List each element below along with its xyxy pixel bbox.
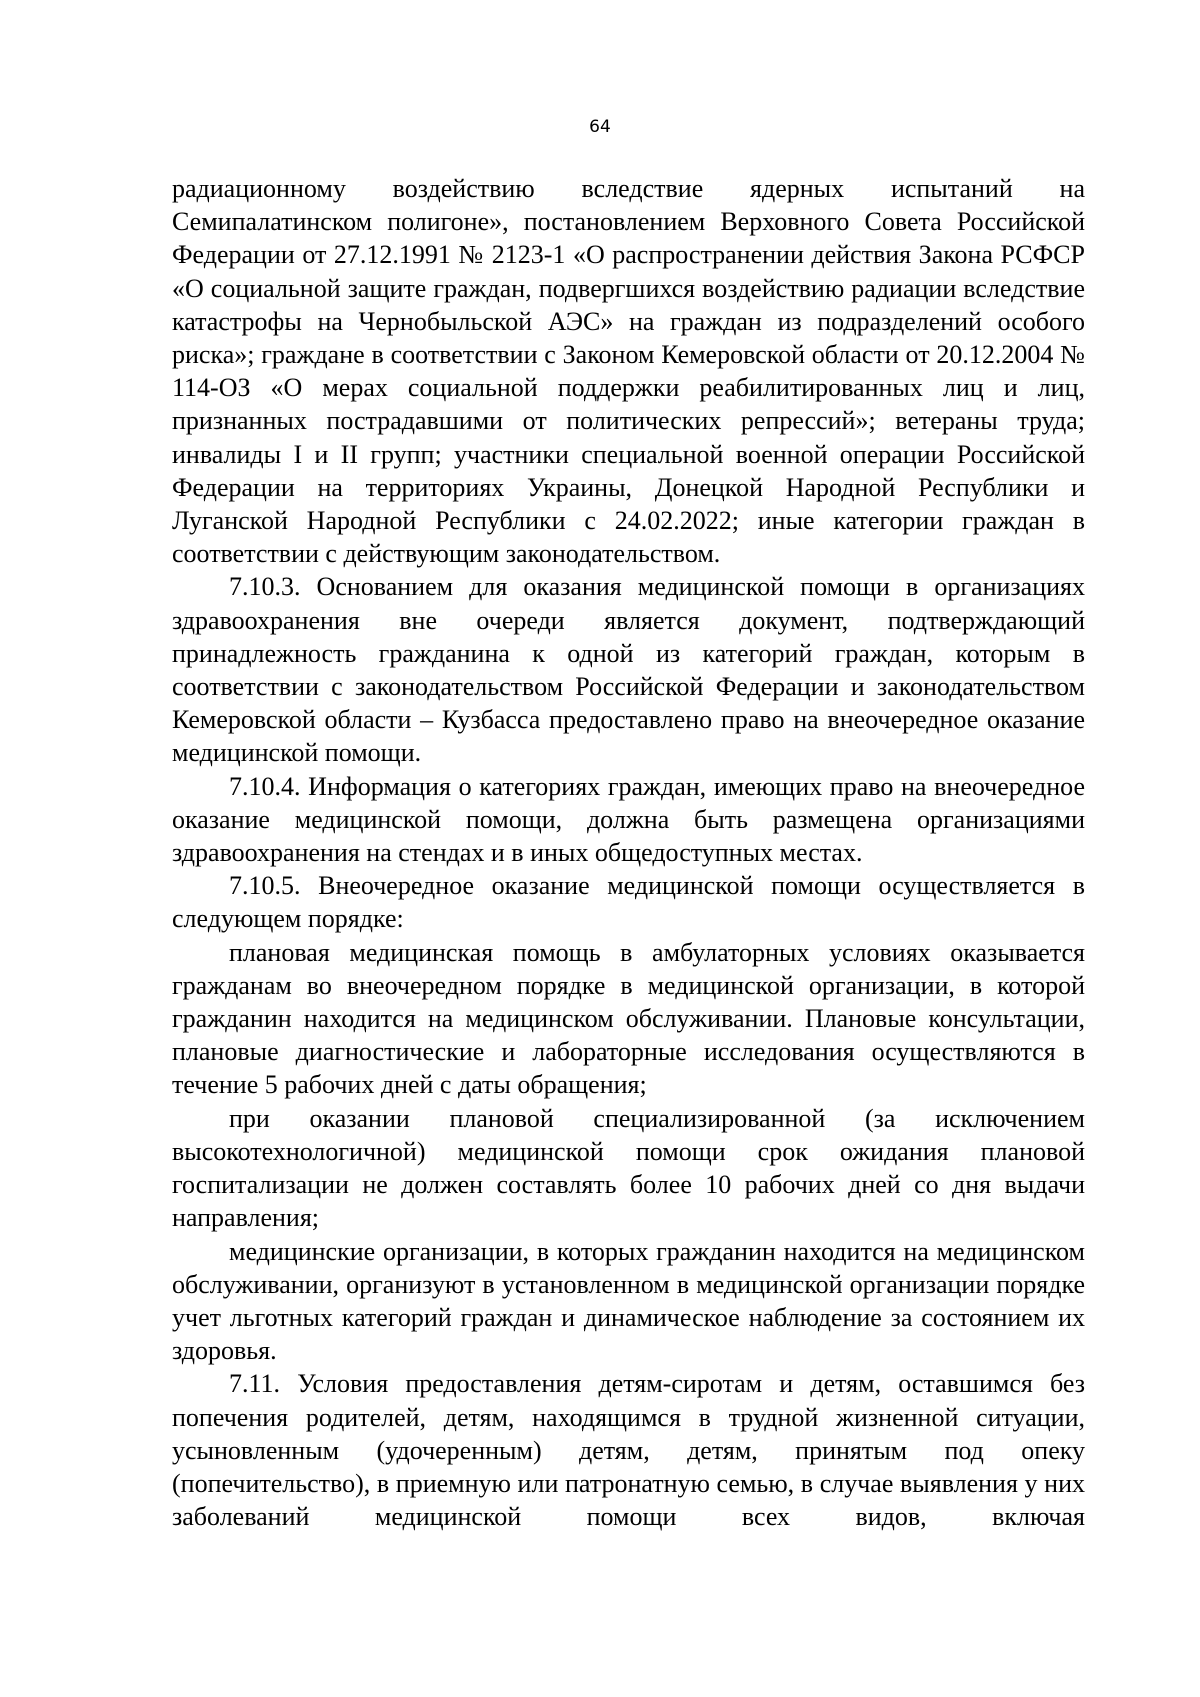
paragraph-7-10-5: 7.10.5. Внеочередное оказание медицинской помощи осуществляется в следующем порядке: xyxy=(172,871,1085,934)
page-number: 64 xyxy=(589,117,611,137)
document-body xyxy=(172,172,1085,1533)
paragraph-7-10-3: 7.10.3. Основанием для оказания медицинской помощи в организациях здравоохранения вне очереди является документ, подтверждающий принадлежность гражданина к одной из категорий граждан, которым в соответствии с законодательством Российской Федерации и законодательством Кемеровской области – Кузбасса предоставлено право на внеочередное оказание медицинской помощи. xyxy=(172,572,1085,768)
paragraph-specialized-care: при оказании плановой специализированной (за исключением высокотехнологичной) медицинской помощи срок ожидания плановой госпитализации не должен составлять более 10 рабочих дней со дня выдачи направления; xyxy=(172,1103,1085,1233)
paragraph-7-10-4: 7.10.4. Информация о категориях граждан, имеющих право на внеочередное оказание медицинской помощи, должна быть размещена организациями здравоохранения на стендах и в иных общедоступных местах. xyxy=(172,771,1085,868)
paragraph-continuation: радиационному воздействию вследствие ядерных испытаний на Семипалатинском полигоне», постановлением Верховного Совета Российской Федерации от 27.12.1991 № 2123-1 «О распространении действия Закона РСФСР «О социальной защите граждан, подвергшихся воздействию радиации вследствие катастрофы на Чернобыльской АЭС» на граждан из подразделений особого риска»; граждане в соответствии с Законом Кемеровской области от 20.12.2004 № 114-ОЗ «О мерах социальной поддержки реабилитированных лиц и лиц, признанных пострадавшими от политических репрессий»; ветераны труда; инвалиды I и II групп; участники специальной военной операции Российской Федерации на территориях Украины, Донецкой Народной Республики и Луганской Народной Республики с 24.02.2022; иные категории граждан в соответствии с действующим законодательством. xyxy=(172,174,1085,569)
paragraph-medical-organizations: медицинские организации, в которых гражданин находится на медицинском обслуживании, организуют в установленном в медицинской организации порядке учет льготных категорий граждан и динамическое наблюдение за состоянием их здоровья. xyxy=(172,1236,1085,1366)
paragraph-7-11: 7.11. Условия предоставления детям-сиротам и детям, оставшимся без попечения родителей, детям, находящимся в трудной жизненной ситуации, усыновленным (удочеренным) детям, детям, принятым под опеку (попечительство), в приемную или патронатную семью, в случае выявления у них заболеваний медицинской помощи всех видов, включая xyxy=(172,1369,1085,1532)
paragraph-outpatient-care: плановая медицинская помощь в амбулаторных условиях оказывается гражданам во внеочередном порядке в медицинской организации, в которой гражданин находится на медицинском обслуживании. Плановые консультации, плановые диагностические и лабораторные исследования осуществляются в течение 5 рабочих дней с даты обращения; xyxy=(172,937,1085,1100)
